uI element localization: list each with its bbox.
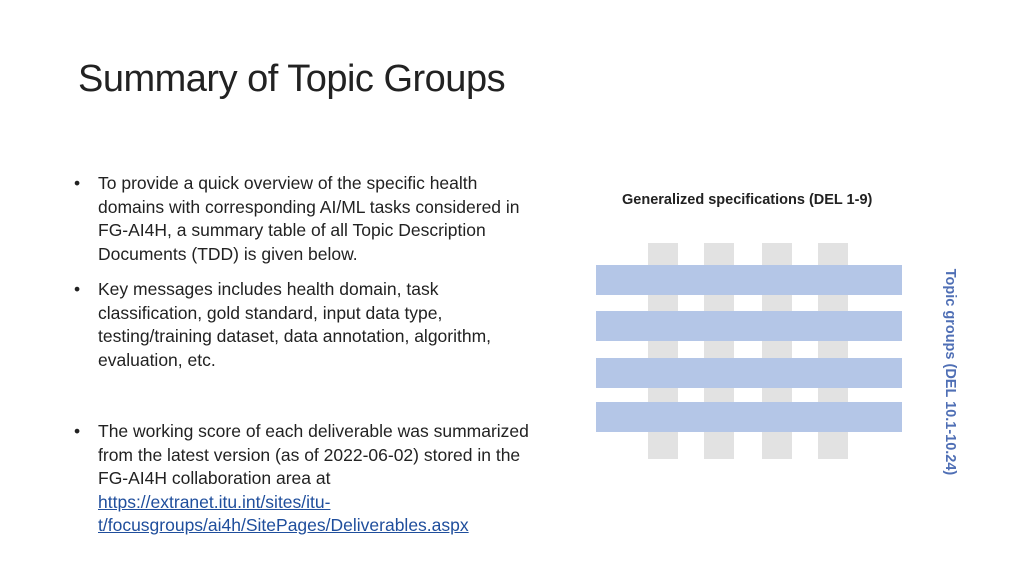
diagram-side-label: Topic groups (DEL 10.1-10.24) — [942, 268, 958, 476]
bullet-item — [72, 420, 542, 538]
bullet-glyph: • — [74, 421, 81, 441]
grid-row — [596, 311, 902, 341]
woven-grid-diagram — [596, 243, 902, 459]
grid-row — [596, 402, 902, 432]
bullet-list — [72, 172, 542, 538]
bullet-glyph: • — [74, 173, 81, 193]
bullet-item — [72, 172, 542, 266]
bullet-text: To provide a quick overview of the specific health domains with corresponding AI/ML tasks considered in FG-AI4H, a summary table of all Topic Description Documents (TDD) is given below. — [98, 173, 520, 264]
diagram-top-label: Generalized specifications (DEL 1-9) — [622, 192, 873, 208]
grid-row — [596, 265, 902, 295]
bullet-glyph: • — [74, 279, 81, 299]
deliverables-link[interactable]: https://extranet.itu.int/sites/itu-t/focusgroups/ai4h/SitePages/Deliverables.aspx — [98, 491, 469, 535]
bullet-item — [72, 278, 542, 372]
slide-title: Summary of Topic Groups — [78, 58, 506, 100]
bullet-text: The working score of each deliverable was summarized from the latest version (as of 2022-06-02) stored in the FG-AI4H collaboration area at — [98, 421, 529, 488]
bullet-text: Key messages includes health domain, task classification, gold standard, input data type, testing/training dataset, data annotation, algorithm, evaluation, etc. — [98, 279, 492, 370]
grid-row — [596, 358, 902, 388]
